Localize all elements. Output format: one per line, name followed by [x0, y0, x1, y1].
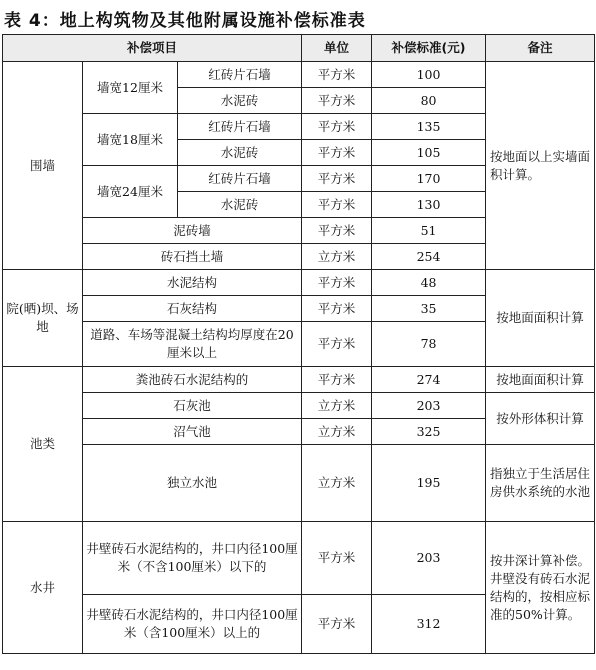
price-cell: 135: [372, 114, 486, 140]
price-cell: 312: [372, 595, 486, 654]
category-wall: 围墙: [3, 62, 83, 270]
price-cell: 274: [372, 367, 486, 393]
wall-note: 按地面以上实墙面积计算。: [486, 62, 595, 270]
unit-cell: 平方米: [302, 595, 372, 654]
unit-cell: 平方米: [302, 322, 372, 367]
table-title: 表 4：地上构筑物及其他附属设施补偿标准表: [4, 11, 366, 31]
unit-cell: 立方米: [302, 445, 372, 522]
table-row: [3, 393, 595, 419]
unit-cell: 立方米: [302, 244, 372, 270]
pool-note-volume: 按外形体积计算: [486, 393, 595, 445]
price-cell: 78: [372, 322, 486, 367]
price-cell: 80: [372, 88, 486, 114]
wall-material: 红砖片石墙: [178, 166, 302, 192]
unit-cell: 平方米: [302, 88, 372, 114]
wall-material: 水泥砖: [178, 88, 302, 114]
well-note: 按井深计算补偿。井壁没有砖石水泥结构的，按相应标准的50%计算。: [486, 522, 595, 654]
unit-cell: 平方米: [302, 218, 372, 244]
pool-note-independent: 指独立于生活居住房供水系统的水池: [486, 445, 595, 522]
price-cell: 51: [372, 218, 486, 244]
table-row: [3, 367, 595, 393]
yard-item: 石灰结构: [83, 296, 302, 322]
table-row: [3, 522, 595, 595]
unit-cell: 平方米: [302, 270, 372, 296]
price-cell: 203: [372, 393, 486, 419]
unit-cell: 平方米: [302, 140, 372, 166]
wall-mud: 泥砖墙: [83, 218, 302, 244]
wall-retaining: 砖石挡土墙: [83, 244, 302, 270]
price-cell: 48: [372, 270, 486, 296]
price-cell: 35: [372, 296, 486, 322]
yard-note: 按地面面积计算: [486, 270, 595, 367]
unit-cell: 平方米: [302, 62, 372, 88]
unit-cell: 平方米: [302, 296, 372, 322]
header-item: 补偿项目: [3, 35, 302, 62]
wall-material: 水泥砖: [178, 192, 302, 218]
well-item: 井壁砖石水泥结构的，井口内径100厘米（不含100厘米）以下的: [83, 522, 302, 595]
wall-width-12: 墙宽12厘米: [83, 62, 178, 114]
pool-item: 粪池砖石水泥结构的: [83, 367, 302, 393]
unit-cell: 平方米: [302, 367, 372, 393]
yard-item: 道路、车场等混凝土结构均厚度在20厘米以上: [83, 322, 302, 367]
table-row: [3, 445, 595, 522]
pool-note-area: 按地面面积计算: [486, 367, 595, 393]
compensation-table: [2, 34, 595, 654]
unit-cell: 立方米: [302, 419, 372, 445]
header-note: 备注: [486, 35, 595, 62]
price-cell: 170: [372, 166, 486, 192]
unit-cell: 立方米: [302, 393, 372, 419]
price-cell: 130: [372, 192, 486, 218]
header-standard: 补偿标准(元): [372, 35, 486, 62]
wall-width-24: 墙宽24厘米: [83, 166, 178, 218]
price-cell: 100: [372, 62, 486, 88]
price-cell: 325: [372, 419, 486, 445]
table-row: [3, 62, 595, 88]
category-pool: 池类: [3, 367, 83, 522]
wall-material: 水泥砖: [178, 140, 302, 166]
pool-item: 石灰池: [83, 393, 302, 419]
wall-material: 红砖片石墙: [178, 114, 302, 140]
unit-cell: 平方米: [302, 166, 372, 192]
unit-cell: 平方米: [302, 192, 372, 218]
pool-item: 独立水池: [83, 445, 302, 522]
wall-material: 红砖片石墙: [178, 62, 302, 88]
table-row: [3, 270, 595, 296]
header-row: [3, 35, 595, 62]
price-cell: 105: [372, 140, 486, 166]
category-well: 水井: [3, 522, 83, 654]
price-cell: 203: [372, 522, 486, 595]
yard-item: 水泥结构: [83, 270, 302, 296]
header-unit: 单位: [302, 35, 372, 62]
category-yard: 院(晒)坝、场地: [3, 270, 83, 367]
pool-item: 沼气池: [83, 419, 302, 445]
price-cell: 254: [372, 244, 486, 270]
well-item: 井壁砖石水泥结构的，井口内径100厘米（含100厘米）以上的: [83, 595, 302, 654]
price-cell: 195: [372, 445, 486, 522]
unit-cell: 平方米: [302, 522, 372, 595]
wall-width-18: 墙宽18厘米: [83, 114, 178, 166]
unit-cell: 平方米: [302, 114, 372, 140]
